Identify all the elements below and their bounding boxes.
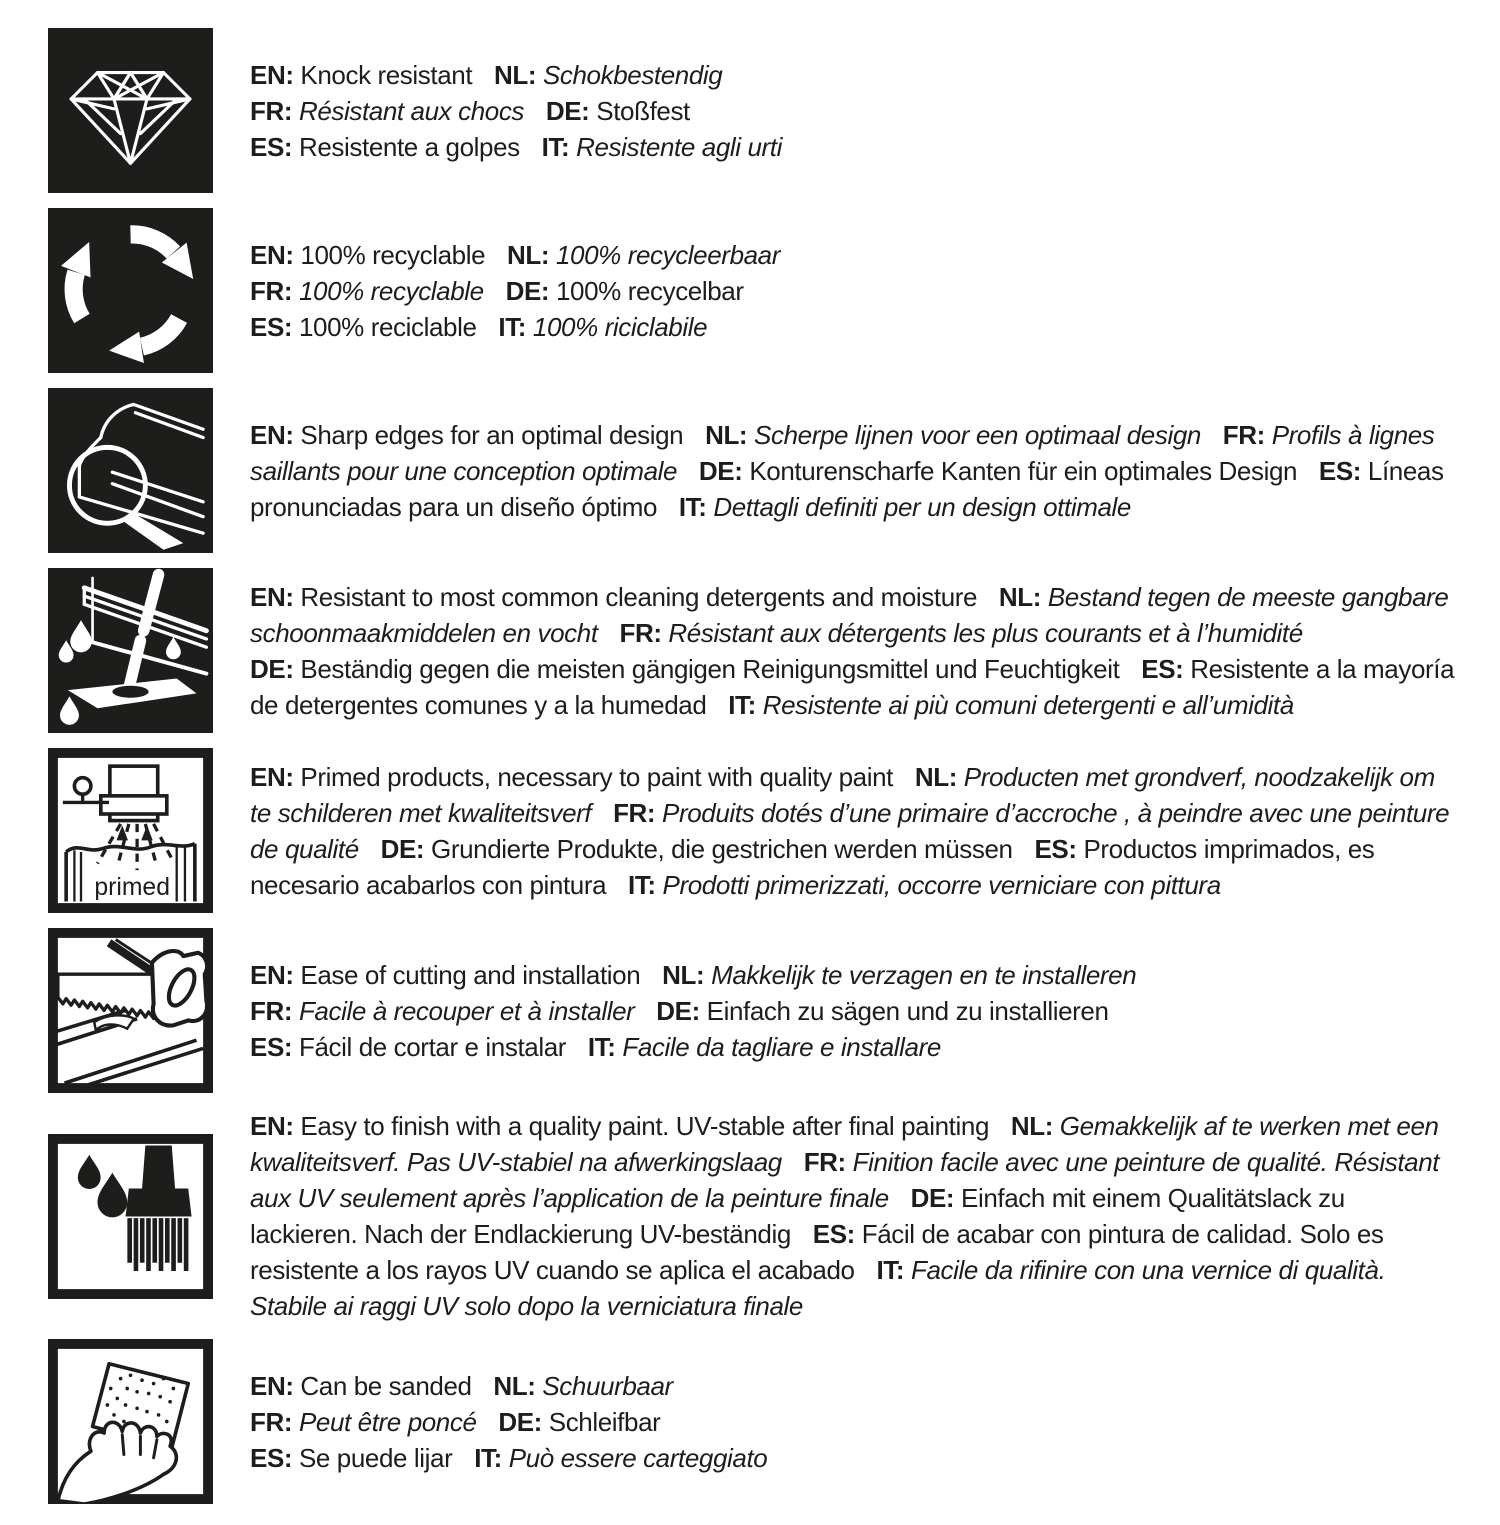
feature-text-it: Prodotti primerizzati, occorre verniciare con pittura [662,869,1221,900]
feature-text-en: Easy to finish with a quality paint. UV-stable after final painting [300,1111,990,1141]
lang-label-fr: FR: [250,995,293,1026]
lang-label-nl: NL: [493,1370,536,1401]
feature-text-nl: Schuurbaar [542,1370,673,1401]
lang-label-fr: FR: [250,1406,293,1437]
lang-label-nl: NL: [1010,1111,1053,1141]
feature-text-en: Can be sanded [300,1370,472,1401]
feature-text-fr: 100% recyclable [298,275,484,306]
feature-text-en: 100% recyclable [300,239,486,270]
feature-row-primed [48,748,1456,913]
recycle-icon [48,208,213,373]
lang-label-en: EN: [250,239,294,270]
feature-row-sandable [48,1339,1456,1504]
feature-text-block [250,1108,1456,1324]
lang-label-es: ES: [1034,833,1077,864]
feature-text-nl: 100% recycleerbaar [555,239,781,270]
lang-label-de: DE: [656,995,700,1026]
feature-row-cutting [48,928,1456,1093]
lang-label-it: IT: [587,1031,616,1062]
feature-text-block [250,759,1456,903]
feature-text-block [250,1368,1456,1476]
feature-text-fr: Résistant aux détergents les plus courants et à l’humidité [668,617,1303,648]
feature-text-es: Resistente a la mayoría de detergentes comunes y a la humedad [250,653,1455,720]
lang-label-en: EN: [250,419,294,450]
lang-label-it: IT: [628,869,656,900]
feature-text-es: Fácil de cortar e instalar [298,1031,567,1062]
handsaw-icon-box [48,928,213,1093]
feature-text-nl: Producten met grondverf, noodzakelijk om te schilderen met kwaliteitsverf [250,761,1435,828]
feature-text-fr: Produits dotés d’une primaire d’accroche , à peindre avec une peinture de qualité [250,797,1450,864]
feature-text-es: 100% reciclable [298,311,477,342]
mop-icon [48,568,213,733]
feature-text-de: 100% recycelbar [555,275,744,306]
lang-label-it: IT: [678,491,707,522]
lang-label-en: EN: [250,959,294,990]
feature-text-de: Stoßfest [596,95,690,126]
lang-label-es: ES: [1318,455,1362,486]
lang-label-es: ES: [250,1442,293,1473]
feature-text-it: Resistente ai più comuni detergenti e all’umidità [762,689,1294,720]
paintbrush-drops-icon-box [48,1134,213,1299]
lang-label-es: ES: [250,131,293,162]
feature-text-block [250,957,1456,1065]
lang-label-nl: NL: [493,59,537,90]
feature-list [48,28,1456,1504]
magnifier-profile-icon-box [48,388,213,553]
feature-text-fr: Finition facile avec une peinture de qualité. Résistant aux UV seulement après l’application de la peinture finale [250,1147,1440,1213]
lang-label-nl: NL: [662,959,705,990]
feature-text-fr: Profils à lignes saillants pour une conception optimale [250,419,1435,486]
feature-text-block [250,57,1456,165]
lang-label-de: DE: [250,653,294,684]
lang-label-nl: NL: [705,419,748,450]
lang-label-de: DE: [698,455,743,486]
feature-text-nl: Bestand tegen de meeste gangbare schoonmaakmiddelen en vocht [250,581,1449,648]
lang-label-es: ES: [250,311,293,342]
diamond-icon-box [48,28,213,193]
feature-text-nl: Gemakkelijk af te werken met een kwaliteitsverf. Pas UV-stabiel na afwerkingslaag [250,1111,1439,1177]
sanding-hand-icon-box [48,1339,213,1504]
lang-label-nl: NL: [507,239,550,270]
magnifier-profile-icon [48,388,213,553]
lang-label-fr: FR: [1222,419,1265,450]
feature-text-nl: Scherpe lijnen voor een optimaal design [754,419,1201,450]
lang-label-en: EN: [250,581,294,612]
lang-label-de: DE: [498,1406,542,1437]
lang-label-it: IT: [474,1442,502,1473]
feature-row-sharp-edges [48,388,1456,553]
lang-label-en: EN: [250,59,294,90]
feature-text-es: Resistente a golpes [298,131,520,162]
feature-text-block [250,237,1456,345]
lang-label-fr: FR: [250,95,293,126]
primed-label: primed [94,873,170,901]
feature-text-fr: Résistant aux chocs [298,95,525,126]
feature-text-es: Se puede lijar [298,1442,453,1473]
lang-label-es: ES: [812,1219,855,1249]
lang-label-fr: FR: [250,275,293,306]
feature-text-it: Facile da rifinire con una vernice di qualità. Stabile ai raggi UV solo dopo la verniciatura finale [250,1255,1386,1321]
lang-label-nl: NL: [914,761,957,792]
lang-label-fr: FR: [613,797,656,828]
feature-text-en: Resistant to most common cleaning detergents and moisture [300,581,978,612]
lang-label-nl: NL: [998,581,1042,612]
lang-label-en: EN: [250,1370,294,1401]
feature-row-knock-resistant [48,28,1456,193]
lang-label-it: IT: [498,311,527,342]
feature-text-en: Knock resistant [300,59,473,90]
feature-text-fr: Facile à recouper et à installer [298,995,635,1026]
lang-label-es: ES: [1141,653,1184,684]
mop-icon-box [48,568,213,733]
feature-text-de: Konturenscharfe Kanten für ein optimales Design [749,455,1298,486]
feature-text-de: Beständig gegen die meisten gängigen Reinigungsmittel und Feuchtigkeit [300,653,1120,684]
feature-text-block [250,579,1456,723]
feature-text-de: Einfach zu sägen und zu installieren [706,995,1109,1026]
feature-text-de: Schleifbar [548,1406,661,1437]
spray-primer-icon-box [48,748,213,913]
feature-row-recyclable [48,208,1456,373]
feature-text-en: Ease of cutting and installation [300,959,641,990]
feature-text-de: Grundierte Produkte, die gestrichen werden müssen [431,833,1013,864]
feature-text-es: Fácil de acabar con pintura de calidad. Solo es resistente a los rayos UV cuando se aplica el acabado [250,1219,1384,1285]
spray-primer-icon [48,748,213,913]
lang-label-es: ES: [250,1031,293,1062]
lang-label-it: IT: [876,1255,905,1285]
lang-label-en: EN: [250,1111,294,1141]
lang-label-it: IT: [541,131,570,162]
feature-text-it: Resistente agli urti [576,131,782,162]
diamond-icon [48,28,213,193]
lang-label-de: DE: [505,275,550,306]
lang-label-fr: FR: [619,617,662,648]
paintbrush-drops-icon [48,1134,213,1299]
feature-text-es: Líneas pronunciadas para un diseño óptimo [250,455,1444,522]
feature-text-it: Può essere carteggiato [508,1442,768,1473]
feature-row-finishing [48,1108,1456,1324]
lang-label-en: EN: [250,761,294,792]
feature-text-en: Sharp edges for an optimal design [300,419,684,450]
feature-text-it: Dettagli definiti per un design ottimale [713,491,1131,522]
feature-text-nl: Schokbestendig [542,59,723,90]
lang-label-fr: FR: [803,1147,846,1177]
feature-text-block [250,417,1456,525]
feature-text-it: Facile da tagliare e installare [622,1031,941,1062]
feature-text-de: Einfach mit einem Qualitätslack zu lackieren. Nach der Endlackierung UV-beständig [250,1183,1345,1249]
feature-text-en: Primed products, necessary to paint with quality paint [300,761,894,792]
sanding-hand-icon [48,1339,213,1504]
feature-text-es: Productos imprimados, es necesario acabarlos con pintura [250,833,1375,900]
recycle-icon-box [48,208,213,373]
lang-label-it: IT: [728,689,756,720]
feature-text-it: 100% riciclabile [532,311,708,342]
handsaw-icon [48,928,213,1093]
feature-text-nl: Makkelijk te verzagen en te installeren [711,959,1137,990]
lang-label-de: DE: [545,95,590,126]
feature-row-cleaning-resistant [48,568,1456,733]
lang-label-de: DE: [380,833,425,864]
feature-text-fr: Peut être poncé [298,1406,477,1437]
lang-label-de: DE: [910,1183,955,1213]
